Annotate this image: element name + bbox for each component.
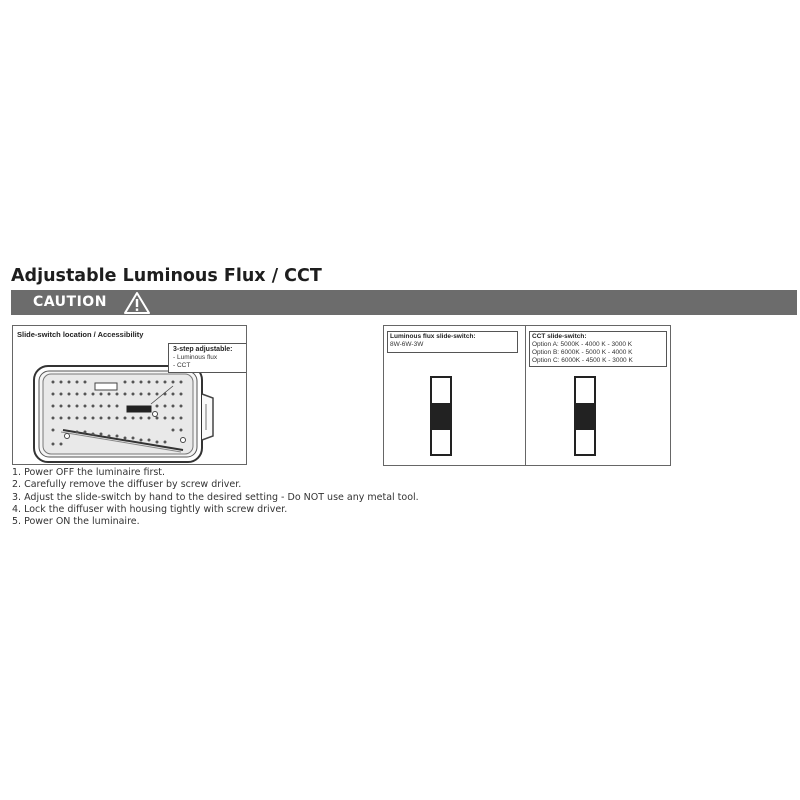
callout-heading: 3-step adjustable: [173,346,233,353]
cct-option-b: Option B: 6000K - 5000 K - 4000 K [532,349,633,356]
flux-switch-panel [383,325,526,466]
step-5: 5. Power ON the luminaire. [12,516,140,528]
step-2: 2. Carefully remove the diffuser by screw driver. [12,479,242,491]
callout-item-flux: - Luminous flux [173,354,218,361]
cct-switch-knob [576,403,594,430]
luminaire-drawing [33,364,218,465]
page-title: Adjustable Luminous Flux / CCT [11,266,322,286]
adjustable-callout [168,343,247,373]
switch-location-figure [12,325,247,465]
step-1: 1. Power OFF the luminaire first. [12,467,166,478]
cct-switch-label [529,331,667,367]
cct-switch-panel [525,325,671,466]
cct-switch-heading: CCT slide-switch: [532,333,587,340]
flux-switch-knob [432,403,450,430]
cct-slide-switch [574,376,596,456]
cct-option-a: Option A: 5000K - 4000 K - 3000 K [532,341,633,348]
callout-item-cct: - CCT [173,362,191,369]
flux-switch-heading: Luminous flux slide-switch: [390,333,476,340]
step-4: 4. Lock the diffuser with housing tightly with screw driver. [12,503,288,515]
instruction-steps [12,467,419,528]
step-3: 3. Adjust the slide-switch by hand to the desired setting - Do NOT use any metal tool. [12,491,419,503]
figure-title: Slide-switch location / Accessibility [17,330,144,339]
warning-triangle-icon [123,291,151,315]
flux-slide-switch [430,376,452,456]
flux-switch-label [387,331,518,353]
caution-banner [11,290,797,315]
caution-label: CAUTION [33,294,107,310]
flux-switch-values: 8W-6W-3W [390,341,424,348]
cct-option-c: Option C: 6000K - 4500 K - 3000 K [532,357,633,364]
